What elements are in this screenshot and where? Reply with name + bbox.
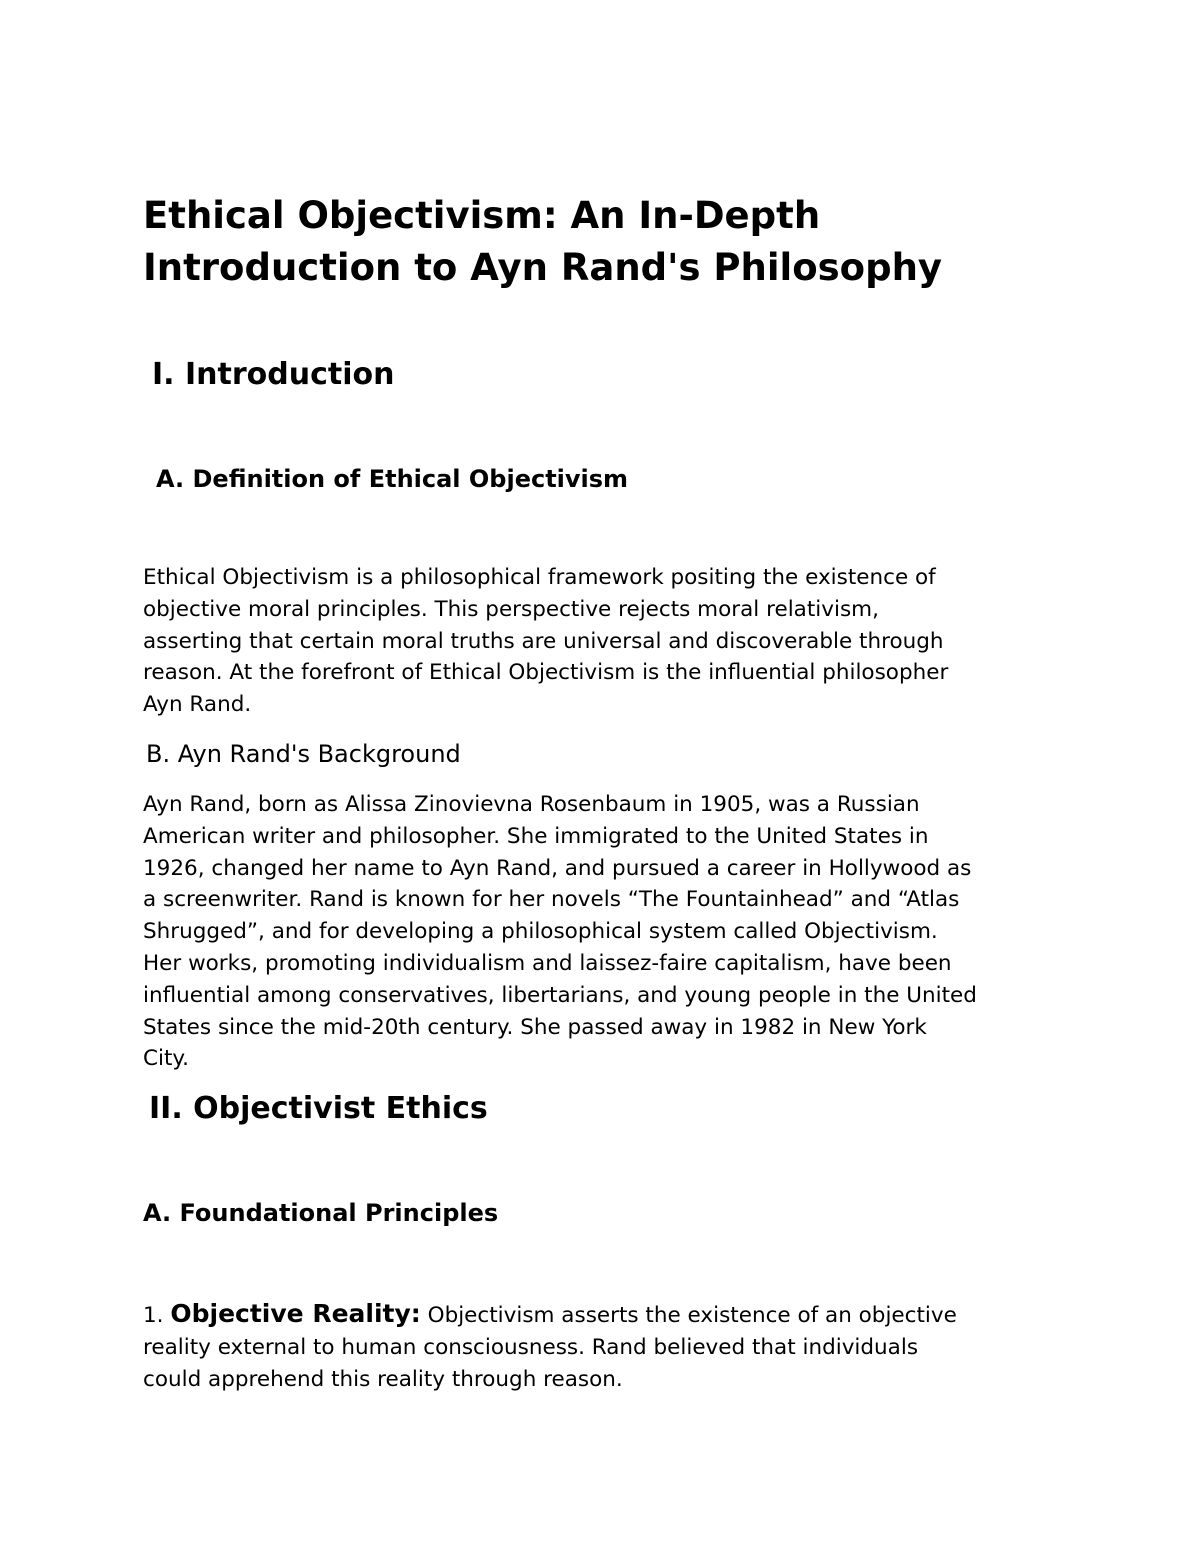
paragraph-line: 1926, changed her name to Ayn Rand, and pursued a career in Hollywood as — [143, 855, 972, 881]
paragraph-line: Shrugged”, and for developing a philosophical system called Objectivism. — [143, 919, 938, 945]
paragraph-line: reason. At the forefront of Ethical Objectivism is the influential philosopher — [143, 660, 949, 686]
objective-reality-paragraph — [143, 1298, 957, 1395]
paragraph-line: Ethical Objectivism is a philosophical framework positing the existence of — [143, 565, 936, 590]
section-heading-introduction: I. Introduction — [152, 357, 395, 392]
paragraph-line: reality external to human consciousness. Rand believed that individuals — [143, 1334, 919, 1360]
definition-paragraph — [143, 562, 948, 721]
paragraph-line: American writer and philosopher. She immigrated to the United States in — [143, 823, 929, 849]
subsection-heading-definition: A. Definition of Ethical Objectivism — [156, 465, 629, 493]
subsection-heading-foundational-principles: A. Foundational Principles — [143, 1199, 499, 1227]
title-line-2: Introduction to Ayn Rand's Philosophy — [143, 246, 943, 289]
paragraph-line: influential among conservatives, libertarians, and young people in the United — [143, 982, 977, 1008]
paragraph-line — [143, 1298, 957, 1332]
paragraph-line: City. — [143, 1046, 189, 1072]
list-term: Objective Reality: — [170, 1299, 421, 1328]
paragraph-line: States since the mid-20th century. She passed away in 1982 in New York — [143, 1014, 927, 1040]
paragraph-line: objective moral principles. This perspective rejects moral relativism, — [143, 596, 879, 622]
background-paragraph — [143, 789, 977, 1075]
paragraph-line: Ayn Rand. — [143, 692, 252, 718]
paragraph-line: asserting that certain moral truths are universal and discoverable through — [143, 628, 944, 654]
list-text: Objectivism asserts the existence of an objective — [427, 1303, 957, 1328]
subsection-heading-background: B. Ayn Rand's Background — [146, 740, 461, 768]
document-title — [143, 190, 1103, 294]
paragraph-line: could apprehend this reality through reason. — [143, 1366, 623, 1392]
paragraph-line: Ayn Rand, born as Alissa Zinovievna Rosenbaum in 1905, was a Russian — [143, 792, 920, 817]
title-line-1: Ethical Objectivism: An In-Depth — [143, 194, 821, 237]
section-heading-objectivist-ethics: II. Objectivist Ethics — [149, 1091, 488, 1126]
list-number: 1. — [143, 1303, 164, 1328]
paragraph-line: a screenwriter. Rand is known for her novels “The Fountainhead” and “Atlas — [143, 887, 960, 913]
paragraph-line: Her works, promoting individualism and laissez-faire capitalism, have been — [143, 950, 952, 976]
